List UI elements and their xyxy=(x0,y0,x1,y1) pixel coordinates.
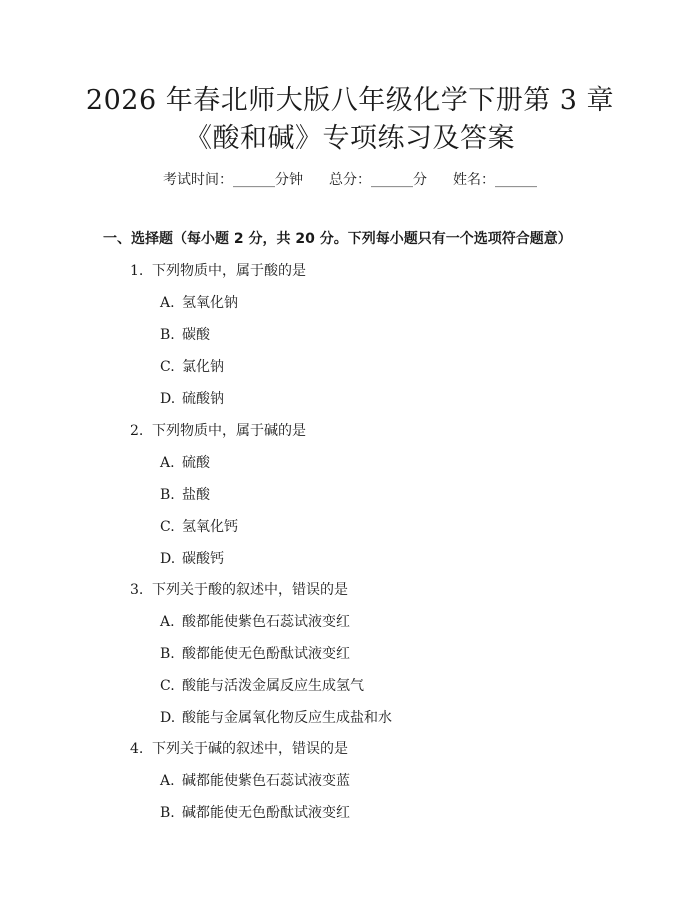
question-stem: 下列关于碱的叙述中，错误的是 xyxy=(152,741,348,757)
question-number: 4. xyxy=(130,741,144,757)
option-text: 氢氧化钙 xyxy=(182,519,238,535)
question-1-option-c xyxy=(160,357,224,377)
option-label: B. xyxy=(160,805,175,821)
option-label: A. xyxy=(160,614,175,630)
option-text: 碳酸 xyxy=(182,327,210,343)
question-2-option-b xyxy=(160,485,210,505)
option-text: 酸能与活泼金属反应生成氢气 xyxy=(182,678,364,694)
option-label: C. xyxy=(160,678,175,694)
total-score-label: 总分：______分 xyxy=(329,172,427,188)
option-label: A. xyxy=(160,295,175,311)
question-3-option-d xyxy=(160,708,392,728)
option-text: 盐酸 xyxy=(182,487,210,503)
question-4 xyxy=(130,739,348,759)
question-1-option-b xyxy=(160,325,210,345)
option-text: 硫酸 xyxy=(182,455,210,471)
question-3-option-c xyxy=(160,676,364,696)
name-label: 姓名：______ xyxy=(453,172,537,188)
document-title-line-1: 2026 年春北师大版八年级化学下册第 3 章 xyxy=(85,85,615,116)
exam-meta xyxy=(0,170,700,190)
option-text: 碱都能使紫色石蕊试液变蓝 xyxy=(182,773,350,789)
option-label: D. xyxy=(160,391,176,407)
question-stem: 下列物质中，属于酸的是 xyxy=(152,263,306,279)
option-text: 碳酸钙 xyxy=(182,551,224,567)
option-text: 酸都能使无色酚酞试液变红 xyxy=(182,646,350,662)
option-label: B. xyxy=(160,646,175,662)
question-3-option-a xyxy=(160,612,350,632)
option-label: D. xyxy=(160,710,176,726)
question-2-option-c xyxy=(160,517,238,537)
question-1 xyxy=(130,261,306,281)
option-label: A. xyxy=(160,455,175,471)
option-text: 碱都能使无色酚酞试液变红 xyxy=(182,805,350,821)
question-3 xyxy=(130,580,348,600)
document-title-line-2: 《酸和碱》专项练习及答案 xyxy=(185,123,515,154)
question-1-option-a xyxy=(160,293,238,313)
question-number: 1. xyxy=(130,263,144,279)
option-text: 氢氧化钠 xyxy=(182,295,238,311)
question-2 xyxy=(130,421,306,441)
question-stem: 下列关于酸的叙述中，错误的是 xyxy=(152,582,348,598)
exam-time-label: 考试时间：______分钟 xyxy=(163,172,303,188)
option-label: A. xyxy=(160,773,175,789)
option-label: B. xyxy=(160,487,175,503)
option-label: C. xyxy=(160,519,175,535)
question-4-option-a xyxy=(160,771,350,791)
option-text: 酸都能使紫色石蕊试液变红 xyxy=(182,614,350,630)
question-1-option-d xyxy=(160,389,224,409)
question-number: 2. xyxy=(130,423,144,439)
question-stem: 下列物质中，属于碱的是 xyxy=(152,423,306,439)
option-text: 氯化钠 xyxy=(182,359,224,375)
section-heading: 一、选择题（每小题 2 分，共 20 分。下列每小题只有一个选项符合题意） xyxy=(103,231,572,247)
option-label: D. xyxy=(160,551,176,567)
question-3-option-b xyxy=(160,644,350,664)
question-2-option-a xyxy=(160,453,210,473)
option-label: C. xyxy=(160,359,175,375)
option-text: 硫酸钠 xyxy=(182,391,224,407)
question-4-option-b xyxy=(160,803,350,823)
option-text: 酸能与金属氧化物反应生成盐和水 xyxy=(182,710,392,726)
option-label: B. xyxy=(160,327,175,343)
question-2-option-d xyxy=(160,549,224,569)
question-number: 3. xyxy=(130,582,144,598)
